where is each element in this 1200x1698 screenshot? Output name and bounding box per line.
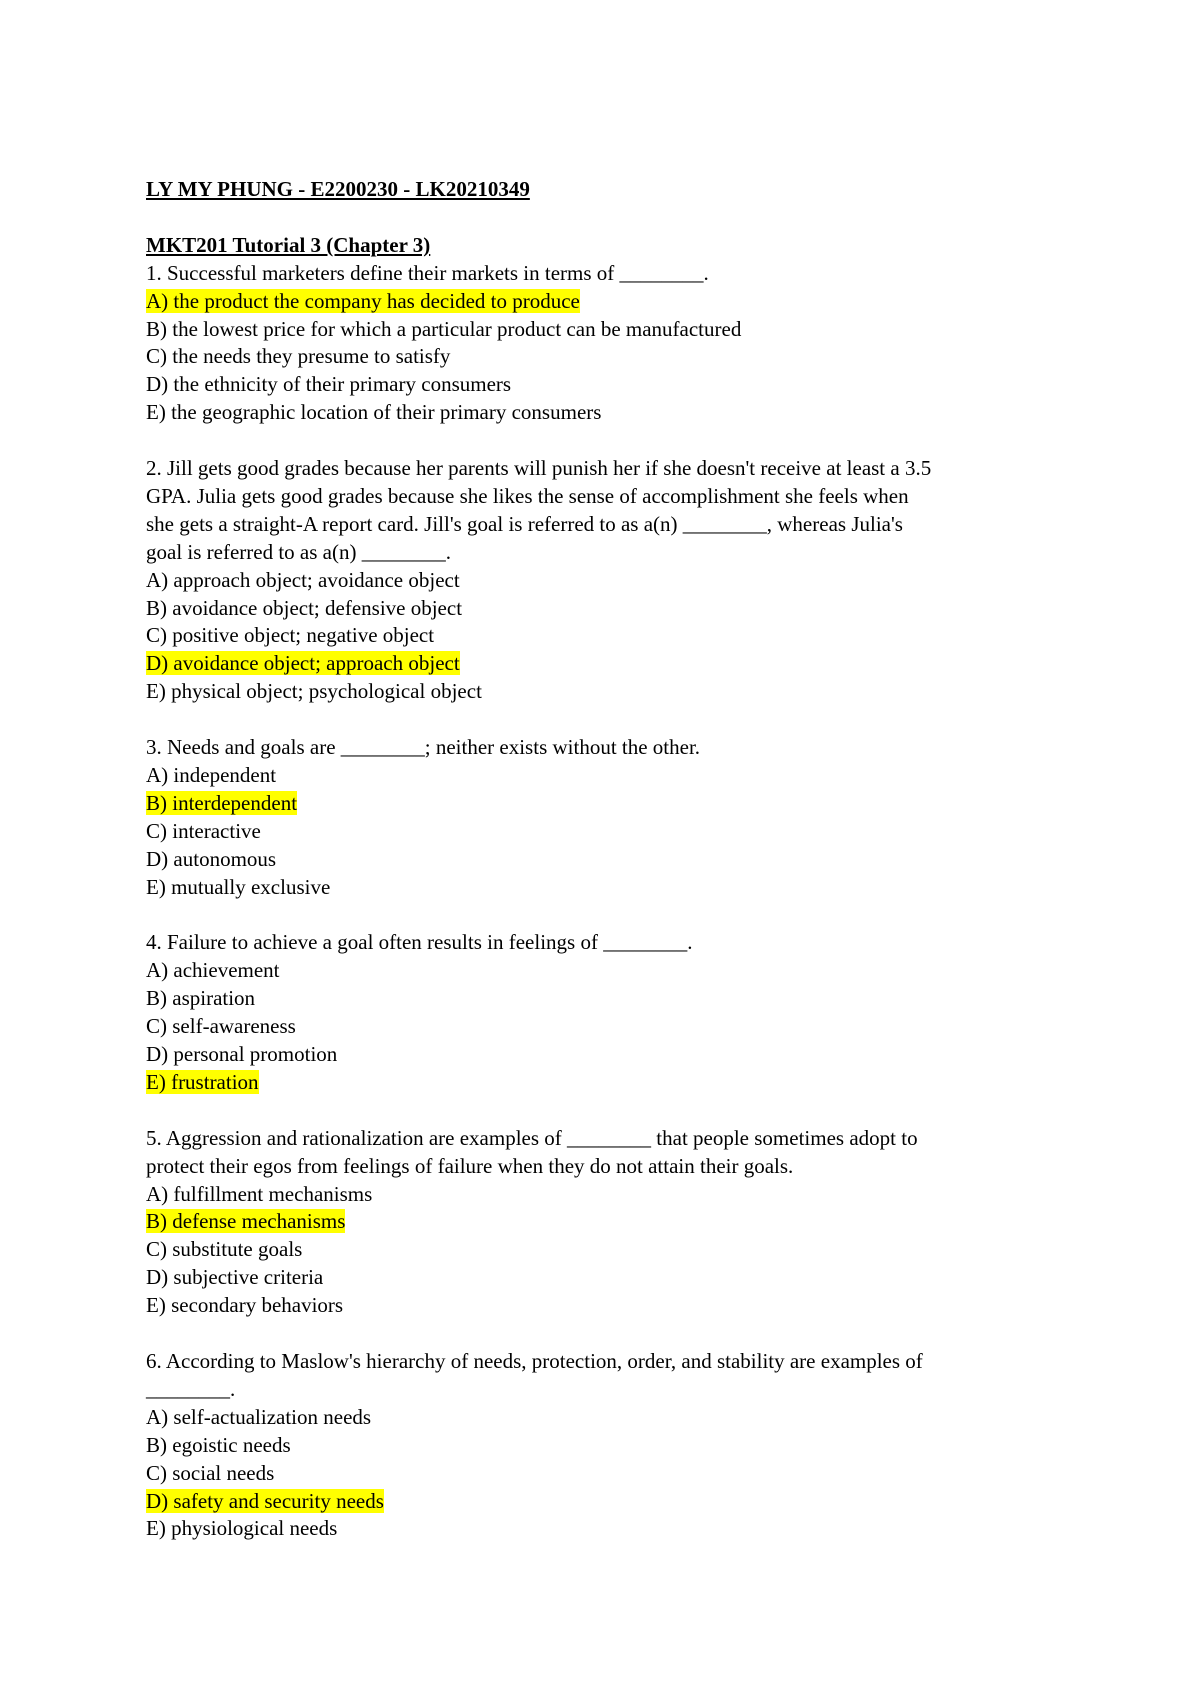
question-block (146, 455, 1086, 706)
answer-option-text: E) the geographic location of their primary consumers (146, 400, 602, 425)
answer-option (146, 1013, 1086, 1041)
answer-option-text: D) personal promotion (146, 1042, 338, 1067)
spacer (146, 1097, 1086, 1125)
answer-option-selected (146, 1488, 1086, 1516)
answer-option-text: D) the ethnicity of their primary consumers (146, 372, 512, 397)
spacer (146, 427, 1086, 455)
answer-option (146, 1041, 1086, 1069)
answer-option-text: C) interactive (146, 818, 261, 843)
question-stem-line: goal is referred to as a(n) ________. (146, 539, 451, 564)
answer-option-text: C) self-awareness (146, 1014, 296, 1039)
answer-option (146, 622, 1086, 650)
question-stem-line: GPA. Julia gets good grades because she likes the sense of accomplishment she feels when (146, 483, 909, 508)
answer-option-text: B) avoidance object; defensive object (146, 595, 463, 620)
question-block (146, 734, 1086, 901)
answer-option-text: E) mutually exclusive (146, 874, 331, 899)
answer-option-text: C) positive object; negative object (146, 623, 435, 648)
answer-option-selected (146, 1069, 1086, 1097)
question-stem-line: ________. (146, 1376, 236, 1401)
answer-option-text: A) fulfillment mechanisms (146, 1181, 373, 1206)
question-block (146, 1348, 1086, 1543)
answer-option-text: E) physiological needs (146, 1516, 338, 1541)
answer-option-text: A) self-actualization needs (146, 1404, 372, 1429)
answer-option-text: C) substitute goals (146, 1237, 303, 1262)
question-block (146, 1125, 1086, 1320)
answer-option-text: B) the lowest price for which a particular product can be manufactured (146, 316, 742, 341)
answer-option-text: B) egoistic needs (146, 1432, 291, 1457)
question-stem-line: 2. Jill gets good grades because her parents will punish her if she doesn't receive at least a 3.5 (146, 456, 932, 481)
answer-option-text: D) safety and security needs (146, 1488, 384, 1513)
answer-option-selected (146, 1208, 1086, 1236)
answer-option (146, 762, 1086, 790)
answer-option-text: E) frustration (146, 1069, 259, 1094)
answer-option-text: D) avoidance object; approach object (146, 651, 460, 676)
answer-option-text: B) interdependent (146, 790, 298, 815)
answer-option-text: B) defense mechanisms (146, 1209, 346, 1234)
question-block (146, 929, 1086, 1096)
answer-option-text: A) approach object; avoidance object (146, 567, 460, 592)
spacer (146, 1320, 1086, 1348)
answer-option-text: C) social needs (146, 1460, 275, 1485)
answer-option (146, 1404, 1086, 1432)
answer-option (146, 399, 1086, 427)
spacer (146, 204, 1086, 232)
answer-option-text: A) achievement (146, 958, 280, 983)
question-stem-line: protect their egos from feelings of failure when they do not attain their goals. (146, 1153, 794, 1178)
answer-option-text: E) physical object; psychological object (146, 679, 482, 704)
question-stem-line: 1. Successful marketers define their markets in terms of ________. (146, 260, 709, 285)
question-stem-line: 6. According to Maslow's hierarchy of needs, protection, order, and stability are examples of (146, 1348, 923, 1373)
document-page (146, 176, 1086, 1543)
question-block (146, 260, 1086, 427)
answer-option-selected (146, 790, 1086, 818)
answer-option (146, 567, 1086, 595)
answer-option-text: D) autonomous (146, 846, 277, 871)
answer-option (146, 1181, 1086, 1209)
answer-option (146, 371, 1086, 399)
student-header: LY MY PHUNG - E2200230 - LK20210349 (146, 177, 530, 201)
answer-option-text: E) secondary behaviors (146, 1293, 344, 1318)
question-list (146, 260, 1086, 1544)
answer-option (146, 1292, 1086, 1320)
answer-option (146, 818, 1086, 846)
question-stem-line: 5. Aggression and rationalization are examples of ________ that people sometimes adopt to (146, 1125, 918, 1150)
answer-option (146, 678, 1086, 706)
question-stem-line: 3. Needs and goals are ________; neither exists without the other. (146, 735, 701, 760)
answer-option (146, 846, 1086, 874)
answer-option-text: B) aspiration (146, 986, 256, 1011)
answer-option (146, 595, 1086, 623)
answer-option (146, 1432, 1086, 1460)
answer-option-selected (146, 288, 1086, 316)
answer-option (146, 316, 1086, 344)
answer-option-selected (146, 650, 1086, 678)
answer-option-text: A) the product the company has decided to produce (146, 288, 580, 313)
answer-option (146, 1264, 1086, 1292)
question-stem-line: 4. Failure to achieve a goal often results in feelings of ________. (146, 930, 693, 955)
question-stem-line: she gets a straight-A report card. Jill's goal is referred to as a(n) ________, whereas Julia's (146, 511, 903, 536)
answer-option (146, 1515, 1086, 1543)
answer-option-text: C) the needs they presume to satisfy (146, 344, 451, 369)
spacer (146, 706, 1086, 734)
spacer (146, 902, 1086, 930)
answer-option (146, 985, 1086, 1013)
answer-option (146, 1236, 1086, 1264)
answer-option (146, 1460, 1086, 1488)
course-title: MKT201 Tutorial 3 (Chapter 3) (146, 232, 431, 257)
answer-option (146, 343, 1086, 371)
answer-option (146, 957, 1086, 985)
answer-option-text: A) independent (146, 762, 277, 787)
answer-option-text: D) subjective criteria (146, 1265, 324, 1290)
answer-option (146, 874, 1086, 902)
